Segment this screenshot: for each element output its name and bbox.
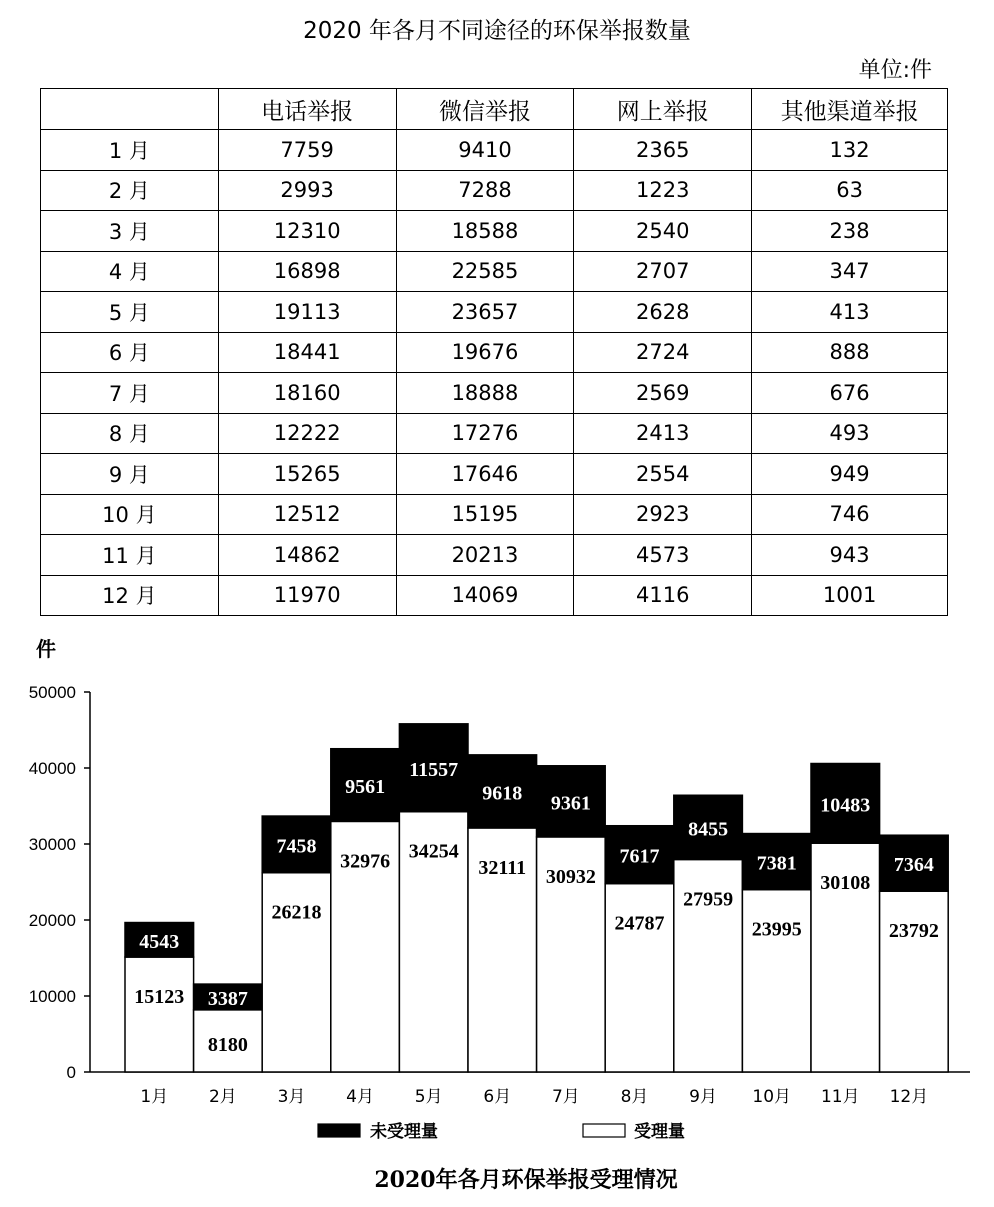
value-cell: 413 [752,292,948,333]
data-label-accepted: 30932 [545,865,596,888]
table-row [41,454,948,495]
data-label-unaccepted: 7458 [276,835,317,858]
table-row [41,332,948,373]
x-tick-label: 11月 [820,1087,860,1107]
data-label-unaccepted: 7364 [893,854,934,877]
x-tick-label: 3月 [277,1087,306,1107]
month-cell: 12 月 [41,575,219,616]
value-cell: 2569 [574,373,752,414]
data-label-unaccepted: 11557 [409,758,459,781]
value-cell: 2724 [574,332,752,373]
value-cell: 943 [752,535,948,576]
x-tick-label: 6月 [483,1087,512,1107]
value-cell: 2365 [574,130,752,171]
x-tick-label: 2月 [208,1087,237,1107]
data-label-unaccepted: 4543 [139,930,180,953]
y-tick-label: 10000 [28,987,76,1006]
bar-accepted [742,890,811,1072]
column-header: 其他渠道举报 [752,89,948,130]
data-label-accepted: 32976 [340,850,391,873]
y-tick-label: 40000 [28,759,76,778]
column-header [41,89,219,130]
data-label-accepted: 15123 [134,986,185,1009]
value-cell: 63 [752,170,948,211]
y-tick-label: 20000 [28,911,76,930]
month-cell: 7 月 [41,373,219,414]
table-row [41,292,948,333]
value-cell: 888 [752,332,948,373]
value-cell: 4573 [574,535,752,576]
value-cell: 18888 [396,373,574,414]
value-cell: 9410 [396,130,574,171]
data-label-unaccepted: 9361 [550,792,591,815]
x-tick-label: 8月 [620,1087,649,1107]
data-label-unaccepted: 3387 [207,987,248,1010]
value-cell: 23657 [396,292,574,333]
table-row [41,535,948,576]
value-cell: 14862 [218,535,396,576]
value-cell: 2993 [218,170,396,211]
report-table [40,88,948,616]
value-cell: 11970 [218,575,396,616]
month-cell: 2 月 [41,170,219,211]
stacked-bar-chart [0,628,994,1207]
month-cell: 10 月 [41,494,219,535]
value-cell: 132 [752,130,948,171]
y-axis-label: 件 [36,637,56,661]
value-cell: 17276 [396,413,574,454]
data-label-accepted: 23995 [751,918,802,941]
legend-label-accepted: 受理量 [634,1122,685,1142]
value-cell: 746 [752,494,948,535]
value-cell: 14069 [396,575,574,616]
x-tick-label: 9月 [689,1087,718,1107]
data-label-unaccepted: 9561 [345,776,386,799]
table-row [41,575,948,616]
value-cell: 2540 [574,211,752,252]
legend-label-unaccepted: 未受理量 [370,1122,438,1142]
value-cell: 19113 [218,292,396,333]
value-cell: 2413 [574,413,752,454]
value-cell: 12512 [218,494,396,535]
value-cell: 7288 [396,170,574,211]
table-row [41,494,948,535]
value-cell: 2707 [574,251,752,292]
table-row [41,251,948,292]
data-label-accepted: 26218 [271,901,322,924]
data-label-accepted: 8180 [207,1033,248,1056]
table-title: 2020 年各月不同途径的环保举报数量 [303,18,691,44]
value-cell: 2554 [574,454,752,495]
table-row [41,413,948,454]
value-cell: 15195 [396,494,574,535]
table-header-row [41,89,948,130]
value-cell: 17646 [396,454,574,495]
data-label-accepted: 24787 [614,912,665,935]
y-tick-label: 50000 [28,683,76,702]
month-cell: 6 月 [41,332,219,373]
value-cell: 12310 [218,211,396,252]
month-cell: 5 月 [41,292,219,333]
value-cell: 19676 [396,332,574,373]
column-header: 网上举报 [574,89,752,130]
value-cell: 15265 [218,454,396,495]
data-label-unaccepted: 7381 [756,852,797,875]
month-cell: 8 月 [41,413,219,454]
value-cell: 949 [752,454,948,495]
table-row [41,211,948,252]
data-label-unaccepted: 9618 [482,782,523,805]
value-cell: 2923 [574,494,752,535]
value-cell: 676 [752,373,948,414]
legend-swatch-accepted [583,1124,625,1137]
data-label-accepted: 34254 [408,840,459,863]
value-cell: 493 [752,413,948,454]
data-label-accepted: 30108 [820,872,871,895]
x-tick-label: 7月 [551,1087,580,1107]
unit-label: 单位:件 [858,58,932,83]
value-cell: 1223 [574,170,752,211]
month-cell: 1 月 [41,130,219,171]
month-cell: 11 月 [41,535,219,576]
data-label-accepted: 32111 [478,856,527,879]
data-label-accepted: 27959 [683,888,734,911]
x-tick-label: 12月 [889,1087,929,1107]
table-row [41,130,948,171]
value-cell: 18160 [218,373,396,414]
value-cell: 347 [752,251,948,292]
bar-accepted [880,891,949,1072]
y-tick-label: 30000 [28,835,76,854]
x-tick-label: 10月 [752,1087,792,1107]
value-cell: 7759 [218,130,396,171]
value-cell: 2628 [574,292,752,333]
value-cell: 12222 [218,413,396,454]
data-label-unaccepted: 8455 [688,818,729,841]
bar-accepted [125,957,194,1072]
value-cell: 238 [752,211,948,252]
legend-swatch-unaccepted [318,1124,360,1137]
month-cell: 9 月 [41,454,219,495]
column-header: 微信举报 [396,89,574,130]
value-cell: 4116 [574,575,752,616]
x-tick-label: 1月 [140,1087,169,1107]
month-cell: 3 月 [41,211,219,252]
month-cell: 4 月 [41,251,219,292]
x-tick-label: 5月 [414,1087,443,1107]
column-header: 电话举报 [218,89,396,130]
data-label-accepted: 23792 [888,920,939,943]
table-row [41,373,948,414]
data-label-unaccepted: 10483 [820,794,871,817]
y-tick-label: 0 [66,1063,76,1082]
value-cell: 18441 [218,332,396,373]
value-cell: 16898 [218,251,396,292]
value-cell: 22585 [396,251,574,292]
data-label-unaccepted: 7617 [619,845,660,868]
chart-title: 2020年各月环保举报受理情况 [374,1167,678,1193]
table-row [41,170,948,211]
value-cell: 18588 [396,211,574,252]
value-cell: 1001 [752,575,948,616]
x-tick-label: 4月 [346,1087,375,1107]
value-cell: 20213 [396,535,574,576]
